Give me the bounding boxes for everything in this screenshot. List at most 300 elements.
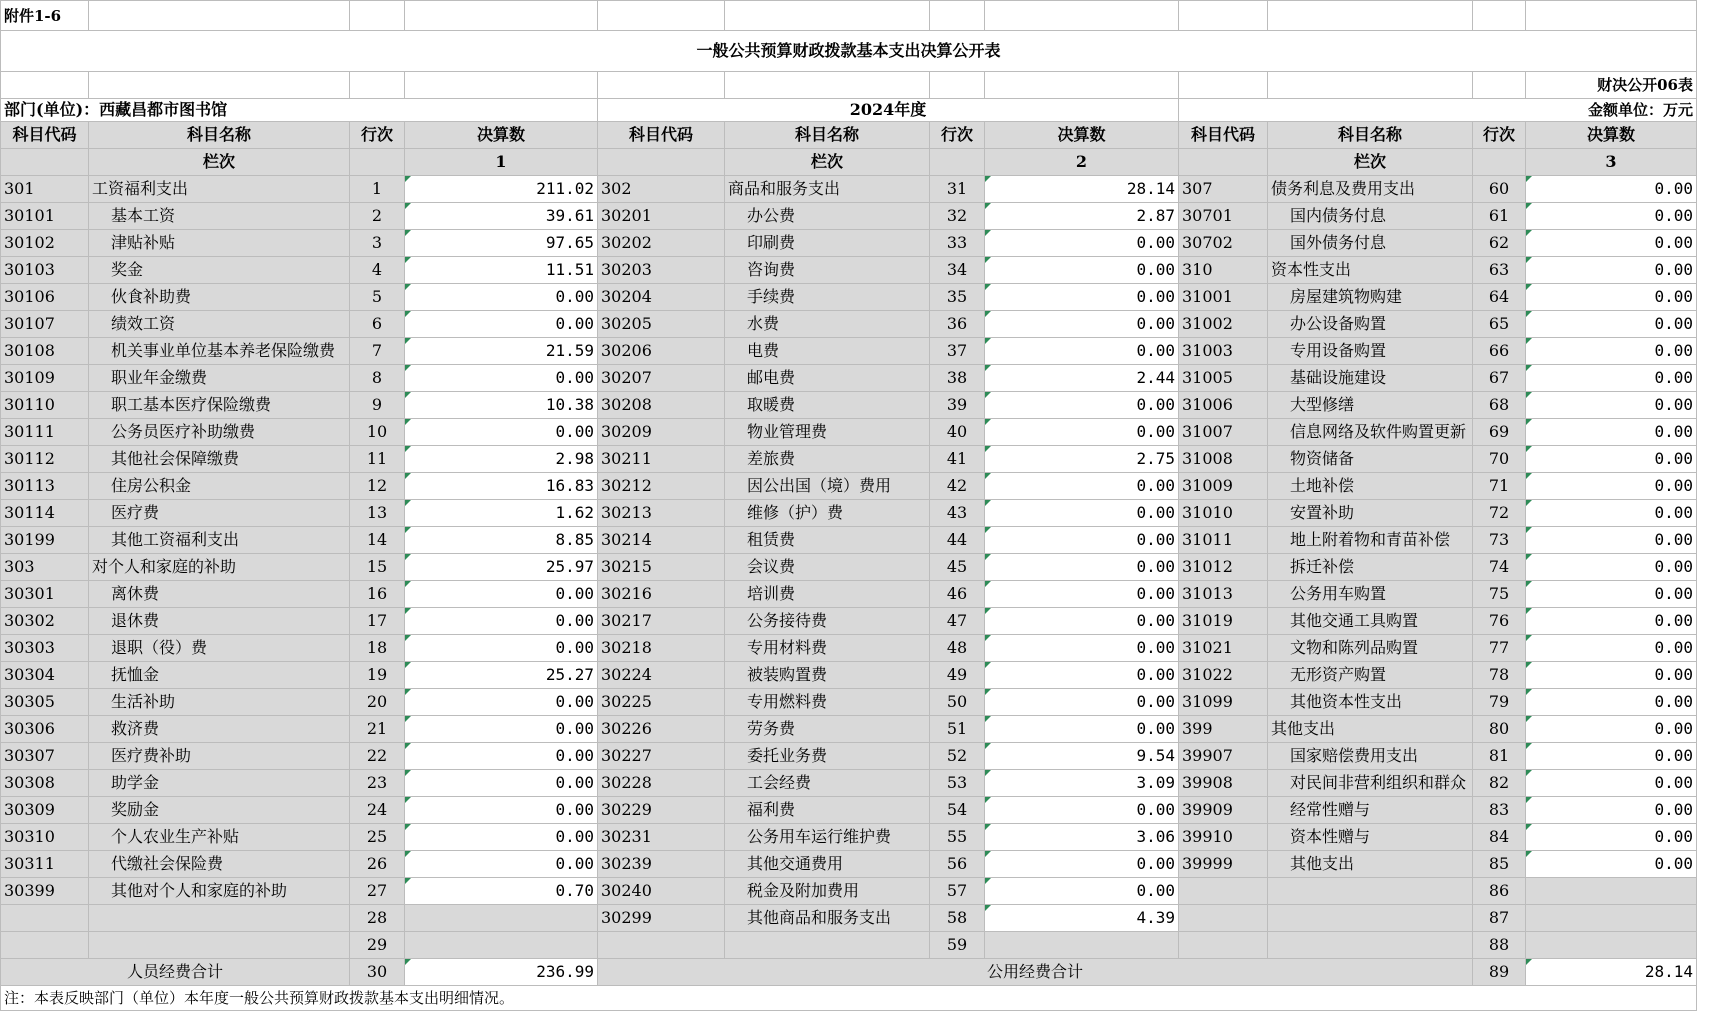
subject-code-cell: 39999	[1179, 851, 1268, 878]
subject-code-cell: 30106	[1, 284, 89, 311]
page-title: 一般公共预算财政拨款基本支出决算公开表	[1, 31, 1697, 72]
amount-cell[interactable]: 3.06	[985, 824, 1179, 851]
amount-cell[interactable]: 0.00	[985, 419, 1179, 446]
header-amount: 决算数	[405, 122, 598, 149]
amount-cell[interactable]: 28.14	[985, 176, 1179, 203]
amount-cell[interactable]: 0.00	[1526, 257, 1697, 284]
amount-cell[interactable]: 2.98	[405, 446, 598, 473]
subject-code-cell: 31007	[1179, 419, 1268, 446]
subject-code-cell: 30702	[1179, 230, 1268, 257]
line-number-cell: 32	[930, 203, 985, 230]
personnel-total-label: 人员经费合计	[1, 959, 350, 986]
amount-cell[interactable]: 3.09	[985, 770, 1179, 797]
subject-code-cell: 31021	[1179, 635, 1268, 662]
subject-code-cell: 31010	[1179, 500, 1268, 527]
subject-name-cell	[1268, 932, 1473, 959]
header-code: 科目代码	[598, 122, 725, 149]
line-number-cell: 48	[930, 635, 985, 662]
subject-name-cell: 水费	[725, 311, 930, 338]
subject-code-cell	[1179, 932, 1268, 959]
col-label: 栏次	[89, 149, 350, 176]
line-number-cell: 83	[1473, 797, 1526, 824]
subject-code-cell: 30224	[598, 662, 725, 689]
amount-cell[interactable]: 0.00	[405, 743, 598, 770]
line-number-cell: 27	[350, 878, 405, 905]
subject-name-cell: 公务用车购置	[1268, 581, 1473, 608]
amount-cell[interactable]: 0.00	[985, 392, 1179, 419]
line-number-cell: 75	[1473, 581, 1526, 608]
amount-cell[interactable]: 0.00	[1526, 689, 1697, 716]
amount-cell[interactable]: 0.00	[985, 311, 1179, 338]
line-number-cell: 43	[930, 500, 985, 527]
amount-cell[interactable]: 25.27	[405, 662, 598, 689]
amount-cell[interactable]: 0.00	[405, 689, 598, 716]
line-number-cell: 46	[930, 581, 985, 608]
amount-cell[interactable]: 0.00	[985, 527, 1179, 554]
subject-code-cell: 30240	[598, 878, 725, 905]
subject-code-cell: 30217	[598, 608, 725, 635]
subject-code-cell: 31009	[1179, 473, 1268, 500]
table-row	[1, 797, 1697, 824]
subject-code-cell: 31005	[1179, 365, 1268, 392]
subject-code-cell: 310	[1179, 257, 1268, 284]
amount-cell[interactable]: 0.00	[1526, 824, 1697, 851]
subject-name-cell: 信息网络及软件购置更新	[1268, 419, 1473, 446]
amount-cell[interactable]: 0.00	[1526, 770, 1697, 797]
line-number-cell: 69	[1473, 419, 1526, 446]
amount-cell	[1526, 905, 1697, 932]
subject-name-cell: 职工基本医疗保险缴费	[89, 392, 350, 419]
subject-code-cell: 30307	[1, 743, 89, 770]
line-number-cell: 33	[930, 230, 985, 257]
line-number-cell: 26	[350, 851, 405, 878]
subject-code-cell	[598, 932, 725, 959]
subject-name-cell: 基本工资	[89, 203, 350, 230]
subject-name-cell: 救济费	[89, 716, 350, 743]
amount-cell[interactable]: 0.00	[985, 662, 1179, 689]
header-amount: 决算数	[1526, 122, 1697, 149]
line-number-cell: 88	[1473, 932, 1526, 959]
amount-cell[interactable]: 0.00	[985, 338, 1179, 365]
subject-code-cell: 30201	[598, 203, 725, 230]
amount-cell[interactable]: 0.00	[405, 365, 598, 392]
line-number-cell: 22	[350, 743, 405, 770]
subject-name-cell: 物资储备	[1268, 446, 1473, 473]
line-number-cell: 31	[930, 176, 985, 203]
line-number-cell: 77	[1473, 635, 1526, 662]
subject-code-cell: 30229	[598, 797, 725, 824]
amount-cell[interactable]: 0.00	[405, 797, 598, 824]
subject-code-cell: 30218	[598, 635, 725, 662]
subject-code-cell: 30701	[1179, 203, 1268, 230]
amount-cell[interactable]: 0.00	[1526, 527, 1697, 554]
attachment-label: 附件1-6	[1, 1, 89, 31]
table-row	[1, 932, 1697, 959]
line-number-cell: 53	[930, 770, 985, 797]
table-row	[1, 770, 1697, 797]
amount-cell[interactable]: 0.00	[405, 608, 598, 635]
amount-cell[interactable]: 0.00	[985, 230, 1179, 257]
subject-name-cell: 其他交通费用	[725, 851, 930, 878]
subject-name-cell: 公务接待费	[725, 608, 930, 635]
line-number-cell: 64	[1473, 284, 1526, 311]
subject-code-cell: 30211	[598, 446, 725, 473]
subject-name-cell: 奖金	[89, 257, 350, 284]
table-row	[1, 392, 1697, 419]
subject-code-cell: 31001	[1179, 284, 1268, 311]
subject-code-cell: 30305	[1, 689, 89, 716]
table-row	[1, 581, 1697, 608]
subject-code-cell: 30301	[1, 581, 89, 608]
subject-code-cell: 31011	[1179, 527, 1268, 554]
subject-name-cell	[1268, 905, 1473, 932]
subject-code-cell: 30102	[1, 230, 89, 257]
amount-cell[interactable]: 0.00	[405, 419, 598, 446]
table-row	[1, 689, 1697, 716]
subject-name-cell: 专用燃料费	[725, 689, 930, 716]
amount-cell[interactable]: 0.00	[985, 554, 1179, 581]
subject-code-cell: 30239	[598, 851, 725, 878]
amount-cell[interactable]: 0.00	[985, 581, 1179, 608]
subject-name-cell: 职业年金缴费	[89, 365, 350, 392]
footnote: 注：本表反映部门（单位）本年度一般公共预算财政拨款基本支出明细情况。	[1, 986, 1697, 1011]
amount-cell[interactable]: 0.00	[1526, 608, 1697, 635]
subject-name-cell	[89, 905, 350, 932]
subject-name-cell: 物业管理费	[725, 419, 930, 446]
subject-code-cell: 39910	[1179, 824, 1268, 851]
line-number-cell: 25	[350, 824, 405, 851]
amount-cell[interactable]: 2.87	[985, 203, 1179, 230]
subject-name-cell: 租赁费	[725, 527, 930, 554]
amount-cell[interactable]: 11.51	[405, 257, 598, 284]
amount-cell[interactable]: 0.00	[1526, 500, 1697, 527]
subject-name-cell: 印刷费	[725, 230, 930, 257]
line-number-cell: 29	[350, 932, 405, 959]
line-number-cell: 84	[1473, 824, 1526, 851]
header-line: 行次	[1473, 122, 1526, 149]
subject-name-cell: 房屋建筑物购建	[1268, 284, 1473, 311]
line-number-cell: 40	[930, 419, 985, 446]
subject-name-cell: 国家赔偿费用支出	[1268, 743, 1473, 770]
subject-code-cell: 31019	[1179, 608, 1268, 635]
line-number-cell: 44	[930, 527, 985, 554]
subject-code-cell: 303	[1, 554, 89, 581]
subject-name-cell: 维修（护）费	[725, 500, 930, 527]
subject-name-cell: 手续费	[725, 284, 930, 311]
amount-cell[interactable]: 0.00	[1526, 473, 1697, 500]
subject-name-cell: 个人农业生产补贴	[89, 824, 350, 851]
subject-name-cell: 资本性支出	[1268, 257, 1473, 284]
col-index-1: 1	[405, 149, 598, 176]
subject-name-cell: 办公设备购置	[1268, 311, 1473, 338]
amount-cell[interactable]: 0.00	[1526, 635, 1697, 662]
amount-cell[interactable]: 0.00	[985, 851, 1179, 878]
subject-code-cell: 30231	[598, 824, 725, 851]
line-number-cell: 87	[1473, 905, 1526, 932]
line-number-cell: 72	[1473, 500, 1526, 527]
amount-cell[interactable]: 0.00	[1526, 419, 1697, 446]
subject-code-cell: 30306	[1, 716, 89, 743]
amount-cell[interactable]: 4.39	[985, 905, 1179, 932]
amount-cell[interactable]: 0.00	[405, 581, 598, 608]
col-label: 栏次	[1268, 149, 1473, 176]
subject-code-cell: 30204	[598, 284, 725, 311]
amount-cell[interactable]: 0.00	[405, 824, 598, 851]
table-code: 财决公开06表	[1526, 72, 1697, 99]
amount-cell[interactable]: 0.00	[985, 716, 1179, 743]
amount-cell[interactable]: 0.00	[985, 608, 1179, 635]
amount-cell[interactable]: 0.00	[985, 797, 1179, 824]
table-row	[1, 203, 1697, 230]
amount-cell[interactable]: 0.00	[985, 878, 1179, 905]
amount-cell[interactable]: 0.00	[1526, 338, 1697, 365]
header-line: 行次	[930, 122, 985, 149]
line-number-cell: 78	[1473, 662, 1526, 689]
subject-code-cell: 30214	[598, 527, 725, 554]
amount-cell[interactable]: 25.97	[405, 554, 598, 581]
table-row	[1, 419, 1697, 446]
subject-code-cell	[1179, 878, 1268, 905]
subject-name-cell: 因公出国（境）费用	[725, 473, 930, 500]
subject-code-cell: 30227	[598, 743, 725, 770]
totals-row	[1, 959, 1697, 986]
amount-cell	[1526, 932, 1697, 959]
subject-name-cell: 退休费	[89, 608, 350, 635]
line-number-cell: 45	[930, 554, 985, 581]
subject-code-cell: 30208	[598, 392, 725, 419]
line-number-cell: 1	[350, 176, 405, 203]
subject-name-cell: 助学金	[89, 770, 350, 797]
subject-code-cell: 30216	[598, 581, 725, 608]
amount-cell[interactable]: 2.75	[985, 446, 1179, 473]
line-number-cell: 59	[930, 932, 985, 959]
amount-cell[interactable]: 1.62	[405, 500, 598, 527]
subject-code-cell: 30202	[598, 230, 725, 257]
subject-name-cell: 退职（役）费	[89, 635, 350, 662]
line-number-cell: 51	[930, 716, 985, 743]
subject-code-cell: 30213	[598, 500, 725, 527]
subject-code-cell: 30399	[1, 878, 89, 905]
amount-cell[interactable]: 0.00	[1526, 203, 1697, 230]
amount-cell[interactable]: 0.00	[985, 284, 1179, 311]
subject-code-cell: 30311	[1, 851, 89, 878]
table-row	[1, 635, 1697, 662]
amount-cell[interactable]: 0.00	[405, 311, 598, 338]
subject-name-cell: 办公费	[725, 203, 930, 230]
amount-cell[interactable]: 0.00	[405, 851, 598, 878]
amount-cell[interactable]: 0.00	[1526, 365, 1697, 392]
table-row	[1, 338, 1697, 365]
subject-code-cell: 31013	[1179, 581, 1268, 608]
table-row	[1, 905, 1697, 932]
subject-name-cell	[1268, 878, 1473, 905]
header-name: 科目名称	[89, 122, 350, 149]
subject-name-cell: 经常性赠与	[1268, 797, 1473, 824]
line-number-cell: 14	[350, 527, 405, 554]
amount-cell	[1526, 878, 1697, 905]
line-number-cell: 3	[350, 230, 405, 257]
line-number-cell: 10	[350, 419, 405, 446]
amount-cell[interactable]: 0.00	[1526, 230, 1697, 257]
subject-name-cell: 被装购置费	[725, 662, 930, 689]
subject-name-cell: 安置补助	[1268, 500, 1473, 527]
subject-code-cell: 30108	[1, 338, 89, 365]
line-number-cell: 12	[350, 473, 405, 500]
amount-cell[interactable]: 0.00	[1526, 716, 1697, 743]
subject-name-cell: 土地补偿	[1268, 473, 1473, 500]
line-number-cell: 38	[930, 365, 985, 392]
col-index-2: 2	[985, 149, 1179, 176]
line-number-cell: 23	[350, 770, 405, 797]
line-number-cell: 61	[1473, 203, 1526, 230]
subject-name-cell: 邮电费	[725, 365, 930, 392]
personnel-total-amount[interactable]: 236.99	[405, 959, 598, 986]
line-number-cell: 13	[350, 500, 405, 527]
line-number-cell: 19	[350, 662, 405, 689]
amount-cell[interactable]: 0.00	[1526, 797, 1697, 824]
amount-cell[interactable]: 21.59	[405, 338, 598, 365]
amount-cell[interactable]: 0.00	[1526, 743, 1697, 770]
subject-code-cell: 39907	[1179, 743, 1268, 770]
line-number-cell: 36	[930, 311, 985, 338]
amount-cell[interactable]: 0.00	[985, 257, 1179, 284]
line-number-cell: 80	[1473, 716, 1526, 743]
line-number-cell: 56	[930, 851, 985, 878]
subject-code-cell: 30226	[598, 716, 725, 743]
subject-code-cell	[1179, 905, 1268, 932]
amount-cell[interactable]: 2.44	[985, 365, 1179, 392]
amount-cell[interactable]: 0.00	[1526, 392, 1697, 419]
amount-cell[interactable]: 0.00	[1526, 554, 1697, 581]
table-row	[1, 716, 1697, 743]
subject-code-cell	[1, 905, 89, 932]
subject-code-cell: 30110	[1, 392, 89, 419]
line-number-cell: 37	[930, 338, 985, 365]
line-number-cell: 54	[930, 797, 985, 824]
amount-cell[interactable]: 0.00	[1526, 446, 1697, 473]
amount-cell[interactable]: 0.00	[1526, 311, 1697, 338]
amount-cell[interactable]: 16.83	[405, 473, 598, 500]
line-number-cell: 52	[930, 743, 985, 770]
subject-name-cell: 会议费	[725, 554, 930, 581]
subject-name-cell: 其他工资福利支出	[89, 527, 350, 554]
subject-name-cell: 奖励金	[89, 797, 350, 824]
subject-name-cell: 其他支出	[1268, 716, 1473, 743]
table-row	[1, 473, 1697, 500]
subject-name-cell: 其他资本性支出	[1268, 689, 1473, 716]
line-number-cell: 79	[1473, 689, 1526, 716]
line-number-cell: 47	[930, 608, 985, 635]
subject-code-cell: 30308	[1, 770, 89, 797]
amount-cell[interactable]: 0.00	[1526, 662, 1697, 689]
amount-cell[interactable]: 97.65	[405, 230, 598, 257]
subject-name-cell: 文物和陈列品购置	[1268, 635, 1473, 662]
subject-name-cell: 公务员医疗补助缴费	[89, 419, 350, 446]
line-number-cell: 50	[930, 689, 985, 716]
header-code: 科目代码	[1179, 122, 1268, 149]
amount-cell	[985, 932, 1179, 959]
subject-code-cell: 30101	[1, 203, 89, 230]
amount-cell[interactable]: 0.00	[1526, 851, 1697, 878]
line-number-cell: 6	[350, 311, 405, 338]
amount-cell[interactable]: 39.61	[405, 203, 598, 230]
amount-cell[interactable]: 0.00	[985, 635, 1179, 662]
line-number-cell: 39	[930, 392, 985, 419]
subject-name-cell: 其他社会保障缴费	[89, 446, 350, 473]
line-number-cell: 7	[350, 338, 405, 365]
table-row	[1, 446, 1697, 473]
line-number-cell: 18	[350, 635, 405, 662]
subject-code-cell: 301	[1, 176, 89, 203]
subject-name-cell: 大型修缮	[1268, 392, 1473, 419]
subject-code-cell: 30215	[598, 554, 725, 581]
subject-code-cell: 30225	[598, 689, 725, 716]
amount-cell[interactable]: 0.00	[405, 635, 598, 662]
amount-cell[interactable]: 0.00	[405, 770, 598, 797]
subject-name-cell: 咨询费	[725, 257, 930, 284]
year-label: 2024年度	[598, 99, 1179, 122]
amount-cell	[405, 905, 598, 932]
line-number-cell: 65	[1473, 311, 1526, 338]
subject-name-cell: 代缴社会保险费	[89, 851, 350, 878]
column-index-row	[1, 149, 1697, 176]
amount-cell[interactable]: 0.00	[1526, 176, 1697, 203]
public-total-amount[interactable]: 28.14	[1526, 959, 1697, 986]
line-number-cell: 60	[1473, 176, 1526, 203]
subject-name-cell: 国内债务付息	[1268, 203, 1473, 230]
amount-cell[interactable]: 0.00	[985, 473, 1179, 500]
amount-cell[interactable]: 0.70	[405, 878, 598, 905]
table-row	[1, 554, 1697, 581]
line-number-cell: 20	[350, 689, 405, 716]
line-number-cell: 8	[350, 365, 405, 392]
subject-code-cell: 30304	[1, 662, 89, 689]
amount-cell[interactable]: 211.02	[405, 176, 598, 203]
table-row	[1, 743, 1697, 770]
line-number-cell: 76	[1473, 608, 1526, 635]
subject-code-cell: 31022	[1179, 662, 1268, 689]
amount-cell[interactable]: 0.00	[1526, 581, 1697, 608]
public-total-line: 89	[1473, 959, 1526, 986]
subject-code-cell: 30303	[1, 635, 89, 662]
amount-cell[interactable]: 0.00	[405, 284, 598, 311]
amount-cell[interactable]: 9.54	[985, 743, 1179, 770]
subject-code-cell: 399	[1179, 716, 1268, 743]
line-number-cell: 49	[930, 662, 985, 689]
subject-name-cell: 抚恤金	[89, 662, 350, 689]
amount-cell[interactable]: 0.00	[405, 716, 598, 743]
amount-cell[interactable]: 10.38	[405, 392, 598, 419]
line-number-cell: 2	[350, 203, 405, 230]
amount-cell[interactable]: 0.00	[985, 500, 1179, 527]
subject-name-cell: 福利费	[725, 797, 930, 824]
unit-label: 金额单位：万元	[1179, 99, 1697, 122]
amount-cell[interactable]: 0.00	[985, 689, 1179, 716]
subject-code-cell: 30113	[1, 473, 89, 500]
line-number-cell: 71	[1473, 473, 1526, 500]
subject-code-cell: 30302	[1, 608, 89, 635]
line-number-cell: 11	[350, 446, 405, 473]
line-number-cell: 21	[350, 716, 405, 743]
subject-name-cell: 拆迁补偿	[1268, 554, 1473, 581]
subject-name-cell: 住房公积金	[89, 473, 350, 500]
amount-cell[interactable]: 8.85	[405, 527, 598, 554]
amount-cell[interactable]: 0.00	[1526, 284, 1697, 311]
subject-name-cell: 国外债务付息	[1268, 230, 1473, 257]
subject-name-cell	[89, 932, 350, 959]
subject-name-cell: 绩效工资	[89, 311, 350, 338]
line-number-cell: 16	[350, 581, 405, 608]
